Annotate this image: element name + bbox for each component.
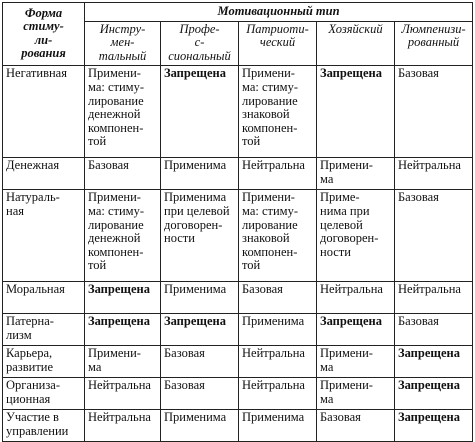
- row-label: Натураль- ная: [3, 190, 85, 282]
- table-row: [3, 346, 473, 378]
- table-cell-professional: Базовая: [161, 378, 239, 410]
- motivation-table-container: [2, 2, 472, 442]
- row-label: Негативная: [3, 66, 85, 158]
- row-label: Карьера, развитие: [3, 346, 85, 378]
- table-cell-master: Запрещена: [317, 314, 395, 346]
- table-row: [3, 158, 473, 190]
- row-label: Моральная: [3, 282, 85, 314]
- table-cell-master: Базовая: [317, 410, 395, 442]
- table-cell-professional: Применима при целевой договорен- ности: [161, 190, 239, 282]
- table-cell-instrumental: Примени- ма: стиму- лирование денежной компонен- той: [85, 190, 161, 282]
- table-cell-professional: Применима: [161, 410, 239, 442]
- table-cell-master: Примени- ма: [317, 346, 395, 378]
- table-cell-instrumental: Запрещена: [85, 314, 161, 346]
- table-cell-lumpenized: Базовая: [395, 190, 473, 282]
- table-cell-instrumental: Нейтральна: [85, 378, 161, 410]
- table-cell-patriotic: Нейтральна: [239, 378, 317, 410]
- table-row: [3, 282, 473, 314]
- table-cell-master: Примени- ма: [317, 378, 395, 410]
- table-cell-patriotic: Применима: [239, 314, 317, 346]
- corner-header: Форма стиму- ли- рования: [3, 3, 85, 66]
- table-cell-instrumental: Примени- ма: [85, 346, 161, 378]
- header-row-group: [3, 3, 473, 22]
- table-cell-patriotic: Примени- ма: стиму- лирование знаковой компонен- той: [239, 66, 317, 158]
- table-cell-instrumental: Примени- ма: стиму- лирование денежной компонен- той: [85, 66, 161, 158]
- column-header-professional: Профе- с- сиональный: [161, 21, 239, 66]
- table-cell-professional: Применима: [161, 158, 239, 190]
- column-header-master: Хозяйский: [317, 21, 395, 66]
- table-cell-patriotic: Примени- ма: стиму- лирование знаковой компонен- той: [239, 190, 317, 282]
- table-cell-instrumental: Запрещена: [85, 282, 161, 314]
- table-cell-master: Нейтральна: [317, 282, 395, 314]
- table-cell-lumpenized: Базовая: [395, 314, 473, 346]
- table-body: [3, 66, 473, 442]
- table-cell-professional: Базовая: [161, 346, 239, 378]
- table-cell-professional: Запрещена: [161, 314, 239, 346]
- table-row: [3, 314, 473, 346]
- table-cell-instrumental: Базовая: [85, 158, 161, 190]
- table-cell-master: Примени- ма: [317, 158, 395, 190]
- table-cell-master: Приме- нима при целевой договорен- ности: [317, 190, 395, 282]
- table-cell-lumpenized: Нейтральна: [395, 158, 473, 190]
- table-cell-lumpenized: Базовая: [395, 66, 473, 158]
- row-label: Патерна- лизм: [3, 314, 85, 346]
- motivation-stimulation-table: [2, 2, 473, 442]
- column-header-instrumental: Инстру- мен- тальный: [85, 21, 161, 66]
- table-cell-lumpenized: Запрещена: [395, 346, 473, 378]
- row-label: Денежная: [3, 158, 85, 190]
- table-cell-patriotic: Базовая: [239, 282, 317, 314]
- table-row: [3, 66, 473, 158]
- table-cell-lumpenized: Нейтральна: [395, 282, 473, 314]
- column-header-patriotic: Патриоти- ческий: [239, 21, 317, 66]
- row-label: Организа- ционная: [3, 378, 85, 410]
- table-row: [3, 190, 473, 282]
- row-label: Участие в управлении: [3, 410, 85, 442]
- table-cell-lumpenized: Запрещена: [395, 410, 473, 442]
- table-cell-professional: Применима: [161, 282, 239, 314]
- table-cell-patriotic: Нейтральна: [239, 158, 317, 190]
- table-row: [3, 410, 473, 442]
- table-cell-professional: Запрещена: [161, 66, 239, 158]
- table-cell-patriotic: Нейтральна: [239, 346, 317, 378]
- table-cell-lumpenized: Запрещена: [395, 378, 473, 410]
- table-row: [3, 378, 473, 410]
- table-cell-instrumental: Нейтральна: [85, 410, 161, 442]
- table-cell-patriotic: Применима: [239, 410, 317, 442]
- table-cell-master: Запрещена: [317, 66, 395, 158]
- motivation-type-group-header: Мотивационный тип: [85, 3, 473, 22]
- column-header-lumpenized: Люмпенизи- рованный: [395, 21, 473, 66]
